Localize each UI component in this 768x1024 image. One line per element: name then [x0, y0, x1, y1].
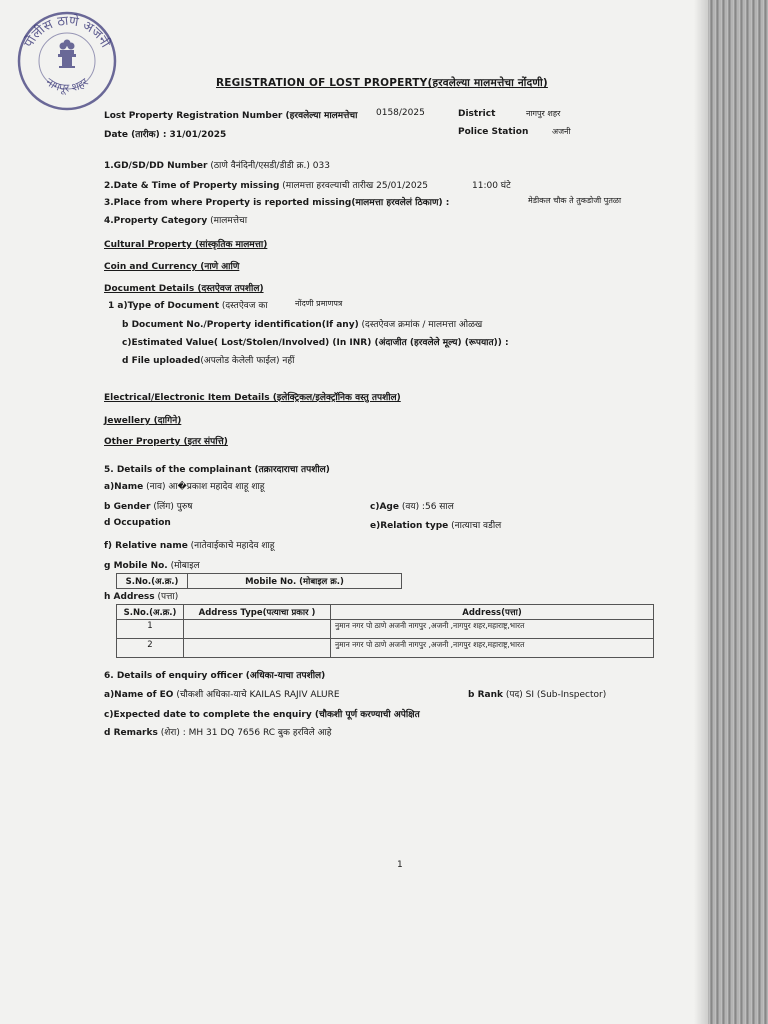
- relation-row: [370, 518, 501, 531]
- officer-heading-label: 6. Details of enquiry officer: [104, 671, 243, 681]
- relative-name-row: [104, 538, 275, 551]
- doc-number-label-local: (दस्तऐवज क्रमांक / मालमत्ता ओळख: [358, 320, 483, 330]
- mobile-row: [104, 558, 200, 571]
- age-row: [370, 499, 454, 512]
- relative-name-label: f) Relative name: [104, 541, 188, 551]
- reg-number-row: [104, 108, 357, 121]
- svg-text:नागपूर शहर: [43, 75, 91, 96]
- complainant-name-value: (नाव) आ�प्रकाश महादेव शाहू शाहू: [143, 482, 265, 492]
- remarks-row: [104, 725, 332, 738]
- doc-type-value: नोंदणी प्रमाणपत्र: [295, 299, 343, 308]
- address-table-col-type: Address Type(पत्याचा प्रकार ): [184, 605, 331, 620]
- relative-name-value: (नातेवाईकाचे महादेव शाहू: [187, 541, 275, 551]
- document-title: REGISTRATION OF LOST PROPERTY(हरवलेल्या मालमत्तेचा नोंदणी): [216, 77, 548, 89]
- missing-time-value: 11:00 घंटे: [472, 181, 511, 191]
- missing-place-label-local: (मालमत्ता हरवलेलं ठिकाण) :: [351, 198, 450, 208]
- mobile-label-local: (मोबाइल: [167, 561, 200, 571]
- address-label: h Address: [104, 592, 155, 602]
- address-value: नुमान नगर पो ठाणे अजनी नागपुर ,अजनी ,नागपुर शहर,महाराष्ट्र,भारत: [331, 620, 654, 639]
- file-uploaded-label: d File uploaded: [122, 356, 201, 366]
- remarks-label: d Remarks: [104, 728, 158, 738]
- rank-value: (पद) SI (Sub-Inspector): [502, 690, 607, 700]
- file-uploaded-value: (अपलोड केलेली फाईल) नहीं: [200, 356, 295, 366]
- complainant-name-row: [104, 479, 265, 492]
- address-table-col-address: Address(पत्ता): [331, 605, 654, 620]
- doc-number-row: [122, 317, 482, 330]
- doc-number-label: b Document No./Property identification(If any): [122, 320, 359, 330]
- missing-place-row: [104, 195, 449, 208]
- seal-top-text: पोलीस ठाणे अजनी: [21, 13, 113, 51]
- complainant-heading-label: 5. Details of the complainant: [104, 465, 252, 475]
- occupation-label: d Occupation: [104, 518, 171, 528]
- officer-heading-local: (अधिका-याचा तपशील): [242, 671, 326, 681]
- address-type: [184, 620, 331, 639]
- gender-value: (लिंग) पुरुष: [150, 502, 193, 512]
- file-uploaded-row: [122, 353, 295, 366]
- estimated-value-label: c)Estimated Value( Lost/Stolen/Involved) (In INR): [122, 338, 372, 348]
- jewellery-heading: Jewellery (दागिने): [104, 416, 182, 426]
- relation-value: (नात्याचा वडील: [448, 521, 502, 531]
- address-sno: 1: [117, 620, 184, 639]
- estimated-value-row: [122, 335, 509, 348]
- mobile-label: g Mobile No.: [104, 561, 168, 571]
- gd-number-label: 1.GD/SD/DD Number: [104, 161, 208, 171]
- eo-name-row: [104, 687, 340, 700]
- reg-number-value: 0158/2025: [376, 108, 425, 118]
- missing-date-value: (मालमत्ता हरवल्याची तारीख 25/01/2025: [279, 181, 429, 191]
- eo-name-value: (चौकशी अधिका-याचे KAILAS RAJIV ALURE: [173, 690, 340, 700]
- complainant-name-label: a)Name: [104, 482, 144, 492]
- missing-datetime-row: [104, 178, 428, 191]
- address-sno: 2: [117, 639, 184, 658]
- reg-number-label: Lost Property Registration Number (हरवलेल्या मालमत्तेचा: [104, 111, 358, 121]
- doc-type-row: [108, 298, 268, 311]
- missing-datetime-label: 2.Date & Time of Property missing: [104, 181, 280, 191]
- rank-label: b Rank: [468, 690, 503, 700]
- expected-date-row: [104, 707, 420, 720]
- relation-label: e)Relation type: [370, 521, 449, 531]
- gender-label: b Gender: [104, 502, 151, 512]
- address-table-col-sno: S.No.(अ.क्र.): [117, 605, 184, 620]
- address-row: [104, 589, 178, 602]
- property-category-row: [104, 213, 247, 226]
- scan-edge-streaks: [708, 0, 768, 1024]
- police-station-label: Police Station: [458, 127, 529, 137]
- address-table-header: [117, 605, 654, 620]
- electrical-items-heading: Electrical/Electronic Item Details (इलेक्ट्रिकल/इलेक्ट्रॉनिक वस्तु तपशील): [104, 393, 401, 403]
- missing-place-label: 3.Place from where Property is reported missing: [104, 198, 352, 208]
- table-row: [117, 639, 654, 658]
- district-value: नागपुर शहर: [526, 109, 561, 118]
- district-label: District: [458, 109, 496, 119]
- date-row: [104, 127, 226, 140]
- doc-type-label-local: (दस्तऐवज का: [219, 301, 268, 311]
- age-value: (वय) :56 साल: [398, 502, 454, 512]
- property-category-label: 4.Property Category: [104, 216, 208, 226]
- gd-number-row: [104, 158, 330, 171]
- eo-name-label: a)Name of EO: [104, 690, 174, 700]
- officer-heading: [104, 668, 325, 681]
- address-table: [116, 604, 654, 658]
- scan-shadow: [694, 0, 708, 1024]
- doc-type-label: 1 a)Type of Document: [108, 301, 220, 311]
- expected-date-label-local: (चौकशी पूर्ण करण्याची अपेक्षित: [311, 710, 420, 720]
- page-number: 1: [397, 860, 403, 870]
- address-value: नुमान नगर पो ठाणे अजनी नागपुर ,अजनी ,नागपुर शहर,महाराष्ट्र,भारत: [331, 639, 654, 658]
- address-label-local: (पत्ता): [154, 592, 179, 602]
- mobile-table-col-mobile: Mobile No. (मोबाइल क्र.): [188, 574, 402, 589]
- expected-date-label: c)Expected date to complete the enquiry: [104, 710, 312, 720]
- document-details-heading: Document Details (दस्तऐवज तपशील): [104, 284, 264, 294]
- gd-number-value: (ठाणे वैनंदिनी/एसडी/डीडी क्र.) 033: [207, 161, 330, 171]
- address-type: [184, 639, 331, 658]
- complainant-heading-local: (तक्रारदाराचा तपशील): [251, 465, 330, 475]
- table-row: [117, 620, 654, 639]
- police-seal-icon: [14, 6, 120, 112]
- rank-row: [468, 687, 606, 700]
- estimated-value-label-local: (अंदाजीत (हरवलेले मूल्य) (रूपयात)) :: [371, 338, 509, 348]
- remarks-value: (शेरा) : MH 31 DQ 7656 RC बुक हरविले आहे: [157, 728, 332, 738]
- missing-place-value: मेडीकल चौक ते तुकडोजी पुतळा: [528, 196, 622, 205]
- other-property-heading: Other Property (इतर संपत्ति): [104, 437, 228, 447]
- property-category-label-local: (मालमत्तेचा: [207, 216, 248, 226]
- mobile-table-col-sno: S.No.(अ.क्र.): [117, 574, 188, 589]
- mobile-table-header: [117, 574, 402, 589]
- date-label: Date (तारीक) : 31/01/2025: [104, 130, 227, 140]
- age-label: c)Age: [370, 502, 399, 512]
- cultural-property-heading: Cultural Property (सांस्कृतिक मालमत्ता): [104, 240, 268, 250]
- mobile-table: [116, 573, 402, 589]
- complainant-heading: [104, 462, 330, 475]
- seal-bottom-text: नागपूर शहर: [43, 75, 91, 95]
- police-station-value: अजनी: [552, 127, 571, 136]
- coin-currency-heading: Coin and Currency (नाणे आणि: [104, 262, 240, 272]
- gender-row: [104, 499, 192, 512]
